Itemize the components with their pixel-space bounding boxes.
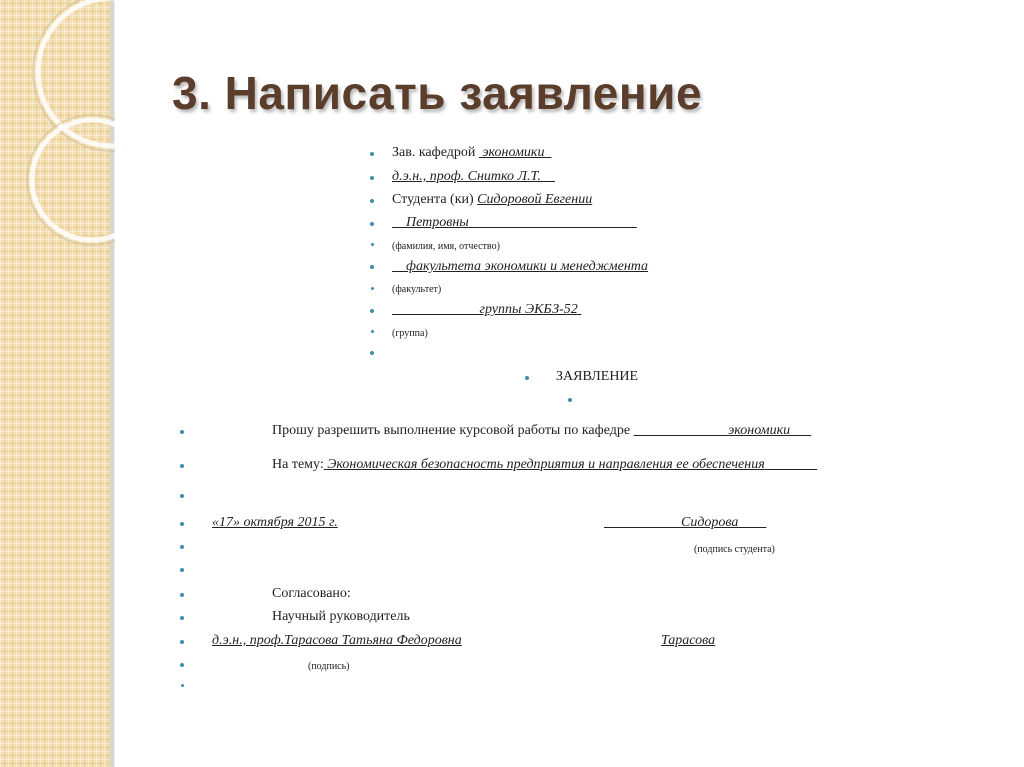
bullet-marker	[371, 287, 374, 290]
student-signature: Сидорова	[681, 515, 739, 530]
supervisor-signature: Тарасова	[661, 633, 716, 648]
page-title: 3. Написать заявление	[172, 67, 703, 119]
header-dept-label: Зав. кафедрой	[392, 145, 479, 160]
bullet-marker	[180, 494, 184, 498]
bullet-marker	[525, 376, 529, 380]
header-student-label: Студента (ки)	[392, 192, 478, 207]
supervisor-name: д.э.н., проф.Тарасова Татьяна Федоровна	[212, 633, 462, 648]
bullet-marker	[180, 616, 184, 620]
bullet-marker	[370, 309, 374, 313]
topic-label: На тему:	[272, 457, 324, 472]
agreed-label: Согласовано:	[272, 586, 351, 601]
header-student-value: Сидоровой Евгении	[477, 192, 593, 207]
bullet-marker	[180, 640, 184, 644]
supervisor-signature-caption: (подпись)	[308, 661, 350, 672]
bullet-marker	[180, 464, 184, 468]
caption-faculty: (факультет)	[392, 284, 442, 295]
bullet-marker	[370, 152, 374, 156]
caption-fio: (фамилия, имя, отчество)	[392, 241, 500, 252]
bullet-marker	[180, 663, 184, 667]
bullet-marker	[180, 430, 184, 434]
header-dept-line	[392, 144, 551, 161]
bullet-marker	[180, 522, 184, 526]
caption-group: (группа)	[392, 328, 428, 339]
bullet-marker	[180, 593, 184, 597]
topic-line	[272, 456, 817, 473]
request-line	[272, 422, 811, 439]
header-patronymic: Петровны	[406, 215, 469, 230]
bullet-marker	[371, 330, 374, 333]
request-dept-value: экономики	[728, 423, 791, 438]
application-date: «17» октября 2015 г.	[212, 515, 338, 530]
header-faculty: факультета экономики и менеджмента	[406, 259, 649, 274]
bullet-marker	[370, 176, 374, 180]
document-heading: ЗАЯВЛЕНИЕ	[556, 369, 639, 384]
header-head-name: д.э.н., проф. Снитко Л.Т.	[392, 169, 541, 184]
bullet-marker	[370, 265, 374, 269]
decorative-sidebar	[0, 0, 110, 767]
bullet-marker	[180, 568, 184, 572]
request-text: Прошу разрешить выполнение курсовой работы по кафедре	[272, 423, 634, 438]
header-student-line	[392, 191, 592, 208]
header-group: группы ЭКБЗ-52	[479, 302, 578, 317]
supervisor-label: Научный руководитель	[272, 609, 410, 624]
student-signature-caption: (подпись студента)	[694, 544, 775, 555]
header-dept-value: экономики	[482, 145, 545, 160]
bullet-marker	[371, 243, 374, 246]
sidebar-divider-highlight	[114, 0, 115, 767]
bullet-marker	[370, 222, 374, 226]
topic-value: Экономическая безопасность предприятия и направления ее обеспечения	[327, 457, 765, 472]
bullet-marker	[181, 684, 184, 687]
bullet-marker	[370, 199, 374, 203]
bullet-marker	[180, 545, 184, 549]
bullet-marker	[370, 351, 374, 355]
bullet-marker	[568, 398, 572, 402]
